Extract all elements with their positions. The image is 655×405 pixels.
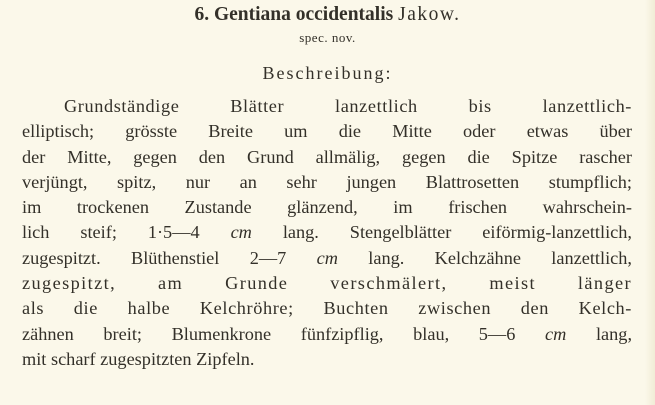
description-line: lich steif; 1·5—4 cm lang. Stengelblätter eiförmig-lanzettlich,: [22, 222, 632, 243]
species-author: Jakow.: [398, 4, 461, 25]
description-line: der Mitte, gegen den Grund allmälig, gegen die Spitze rascher: [22, 146, 632, 167]
description-line: als die halbe Kelchröhre; Buchten zwischen den Kelch-: [22, 298, 632, 319]
description-line: im trockenen Zustande glänzend, im frischen wahrschein-: [22, 197, 632, 218]
description-line: mit scharf zugespitzten Zipfeln.: [22, 348, 255, 369]
description-line: zugespitzt. Blüthenstiel 2—7 cm lang. Kelchzähne lanzettlich,: [22, 247, 632, 268]
description-line: Grundständige Blätter lanzettlich bis lanzettlich-: [64, 96, 632, 116]
species-status: spec. nov.: [299, 30, 356, 45]
description-line: zugespitzt, am Grunde verschmälert, meist länger: [22, 273, 632, 294]
page-edge: [645, 0, 655, 405]
description-line: elliptisch; grösste Breite um die Mitte oder etwas über: [22, 121, 632, 142]
section-title: Beschreibung:: [262, 63, 393, 83]
species-heading: [0, 2, 655, 28]
description-line: zähnen breit; Blumenkrone fünfzipflig, blau, 5—6 cm lang,: [22, 323, 633, 344]
species-name: Gentiana occidentalis: [213, 4, 394, 25]
description-line: verjüngt, spitz, nur an sehr jungen Blattrosetten stumpflich;: [22, 171, 632, 192]
description-paragraph: [22, 94, 632, 372]
species-number: 6.: [194, 4, 210, 25]
